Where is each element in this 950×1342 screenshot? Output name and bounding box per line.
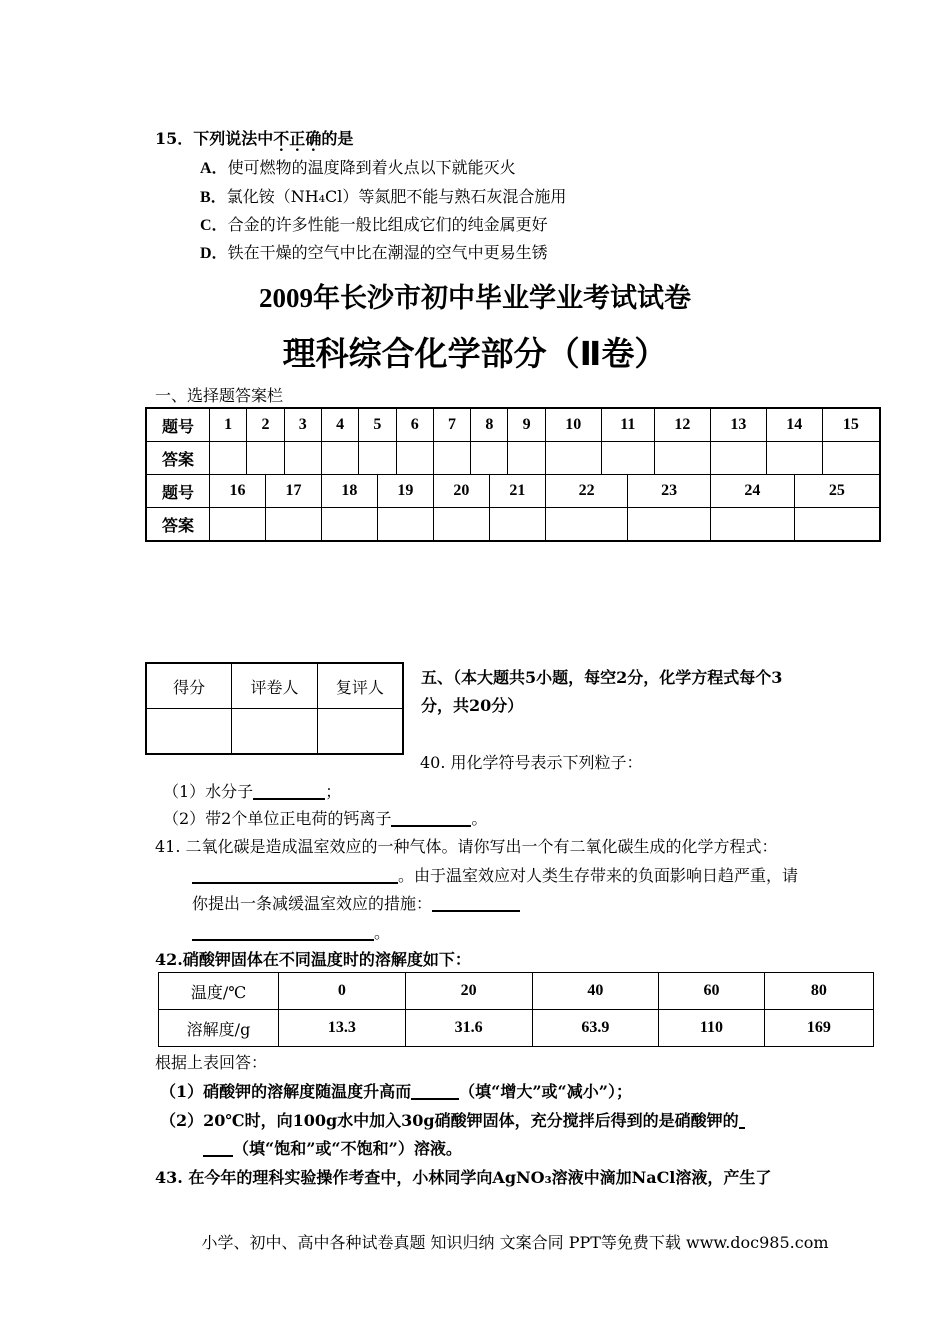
q15-option-b: B．氯化铵（NH₄Cl）等氮肥不能与熟石灰混合施用 xyxy=(200,187,567,206)
answer-cell[interactable] xyxy=(265,508,321,542)
q41-line2: 。由于温室效应对人类生存带来的负面影响日趋严重，请 xyxy=(192,863,798,886)
q-number: 6 xyxy=(396,408,433,442)
q-number: 25 xyxy=(794,475,880,508)
q-number: 19 xyxy=(377,475,433,508)
answer-cell[interactable] xyxy=(822,442,880,475)
temp-label: 温度/℃ xyxy=(159,973,279,1010)
answer-cell[interactable] xyxy=(471,442,508,475)
q42-sub1: （1）硝酸钾的溶解度随温度升高而 （填“增大”或“减小”）； xyxy=(160,1082,632,1101)
section5-line1: 五、（本大题共5小题，每空2分，化学方程式每个3 xyxy=(421,668,783,687)
q15-option-d: D．铁在干燥的空气中比在潮湿的空气中更易生锈 xyxy=(200,243,548,262)
q-number: 24 xyxy=(710,475,794,508)
q40-title: 40. 用化学符号表示下列粒子： xyxy=(420,753,643,772)
temp-value: 80 xyxy=(764,973,873,1010)
answer-cell[interactable] xyxy=(601,442,654,475)
q-number: 9 xyxy=(508,408,545,442)
answer-cell[interactable] xyxy=(794,508,880,542)
q40-item2: （2）带2个单位正电荷的钙离子 。 xyxy=(163,809,488,828)
answer-blank[interactable] xyxy=(203,1139,233,1157)
solubility-value: 31.6 xyxy=(405,1010,532,1047)
answer-cell[interactable] xyxy=(247,442,284,475)
q-number: 13 xyxy=(710,408,766,442)
answer-blank[interactable] xyxy=(411,1082,459,1100)
answer-cell[interactable] xyxy=(545,508,628,542)
q-number: 14 xyxy=(766,408,822,442)
q-number: 11 xyxy=(601,408,654,442)
answer-blank[interactable] xyxy=(253,782,325,800)
answer-table xyxy=(145,407,881,542)
q-number: 2 xyxy=(247,408,284,442)
q41-line1: 41. 二氧化碳是造成温室效应的一种气体。请你写出一个有二氧化碳生成的化学方程式： xyxy=(155,837,778,856)
reviewer-cell[interactable] xyxy=(317,709,403,755)
q-number: 17 xyxy=(265,475,321,508)
answer-cell[interactable] xyxy=(284,442,321,475)
answer-cell[interactable] xyxy=(508,442,545,475)
temp-value: 20 xyxy=(405,973,532,1010)
solubility-value: 63.9 xyxy=(532,1010,659,1047)
answer-cell[interactable] xyxy=(489,508,545,542)
row-label: 答案 xyxy=(146,508,210,542)
q-number: 10 xyxy=(545,408,601,442)
score-table xyxy=(145,662,404,755)
exam-subtitle: 理科综合化学部分（Ⅱ卷） xyxy=(282,334,668,373)
answer-blank[interactable] xyxy=(432,894,520,912)
answer-cell[interactable] xyxy=(654,442,710,475)
q-number: 5 xyxy=(359,408,396,442)
answer-cell[interactable] xyxy=(321,442,358,475)
answer-cell[interactable] xyxy=(545,442,601,475)
section5-line2: 分，共20分） xyxy=(421,696,524,715)
row-label: 答案 xyxy=(146,442,210,475)
score-header: 得分 xyxy=(146,663,232,709)
q-number: 15 xyxy=(822,408,880,442)
answer-bar-label: 一、选择题答案栏 xyxy=(155,386,284,405)
q15-option-c: C．合金的许多性能一般比组成它们的纯金属更好 xyxy=(200,215,548,234)
answer-cell[interactable] xyxy=(210,508,266,542)
q-number: 1 xyxy=(210,408,247,442)
answer-cell[interactable] xyxy=(710,442,766,475)
exam-title: 2009年长沙市初中毕业学业考试试卷 xyxy=(259,283,691,313)
answer-blank[interactable] xyxy=(192,866,398,884)
answer-cell[interactable] xyxy=(433,508,489,542)
temp-value: 0 xyxy=(279,973,406,1010)
q-number: 3 xyxy=(284,408,321,442)
reviewer-header: 复评人 xyxy=(317,663,403,709)
temp-value: 60 xyxy=(659,973,764,1010)
row-label: 题号 xyxy=(146,408,210,442)
q15-title: 15．下列说法中不正确的是 xyxy=(155,129,354,148)
q-number: 16 xyxy=(210,475,266,508)
answer-cell[interactable] xyxy=(396,442,433,475)
solubility-value: 13.3 xyxy=(279,1010,406,1047)
q-number: 7 xyxy=(433,408,470,442)
answer-cell[interactable] xyxy=(377,508,433,542)
q-number: 22 xyxy=(545,475,628,508)
temp-value: 40 xyxy=(532,973,659,1010)
q-number: 20 xyxy=(433,475,489,508)
solubility-value: 110 xyxy=(659,1010,764,1047)
answer-cell[interactable] xyxy=(359,442,396,475)
answer-cell[interactable] xyxy=(210,442,247,475)
answer-blank[interactable] xyxy=(391,809,471,827)
q-number: 23 xyxy=(628,475,711,508)
q43-line1: 43. 在今年的理科实验操作考查中，小林同学向AgNO₃溶液中滴加NaCl溶液，产生了 xyxy=(155,1168,772,1187)
answer-cell[interactable] xyxy=(628,508,711,542)
answer-cell[interactable] xyxy=(710,508,794,542)
q42-title: 42.硝酸钾固体在不同温度时的溶解度如下： xyxy=(155,950,471,969)
q41-line3: 你提出一条减缓温室效应的措施： xyxy=(192,891,520,914)
q-number: 21 xyxy=(489,475,545,508)
answer-blank[interactable] xyxy=(192,923,374,941)
q42-sub2: （2）20℃时，向100g水中加入30g硝酸钾固体，充分搅拌后得到的是硝酸钾的 xyxy=(160,1108,745,1131)
answer-cell[interactable] xyxy=(433,442,470,475)
q41-line4: 。 xyxy=(192,920,390,943)
answer-row-blanks-1 xyxy=(146,442,880,475)
grader-cell[interactable] xyxy=(232,709,317,755)
answer-row-numbers-1 xyxy=(146,408,880,442)
footer-text: 小学、初中、高中各种试卷真题 知识归纳 文案合同 PPT等免费下载 www.doc985.com xyxy=(201,1233,829,1252)
solubility-label: 溶解度/g xyxy=(159,1010,279,1047)
solubility-table xyxy=(158,972,874,1047)
q15-option-a: A．使可燃物的温度降到着火点以下就能灭火 xyxy=(200,158,516,177)
solubility-value: 169 xyxy=(764,1010,873,1047)
answer-row-blanks-2 xyxy=(146,508,880,542)
q-number: 18 xyxy=(321,475,377,508)
q42-intro: 根据上表回答： xyxy=(155,1053,268,1072)
q40-item1: （1）水分子 ； xyxy=(163,782,342,801)
row-label: 题号 xyxy=(146,475,210,508)
grader-header: 评卷人 xyxy=(232,663,317,709)
q42-sub2-cont: （填“饱和”或“不饱和”）溶液。 xyxy=(203,1136,462,1159)
answer-blank-start[interactable] xyxy=(739,1111,745,1129)
q-number: 12 xyxy=(654,408,710,442)
q-number: 8 xyxy=(471,408,508,442)
answer-cell[interactable] xyxy=(766,442,822,475)
score-cell[interactable] xyxy=(146,709,232,755)
answer-cell[interactable] xyxy=(321,508,377,542)
answer-row-numbers-2 xyxy=(146,475,880,508)
q-number: 4 xyxy=(321,408,358,442)
